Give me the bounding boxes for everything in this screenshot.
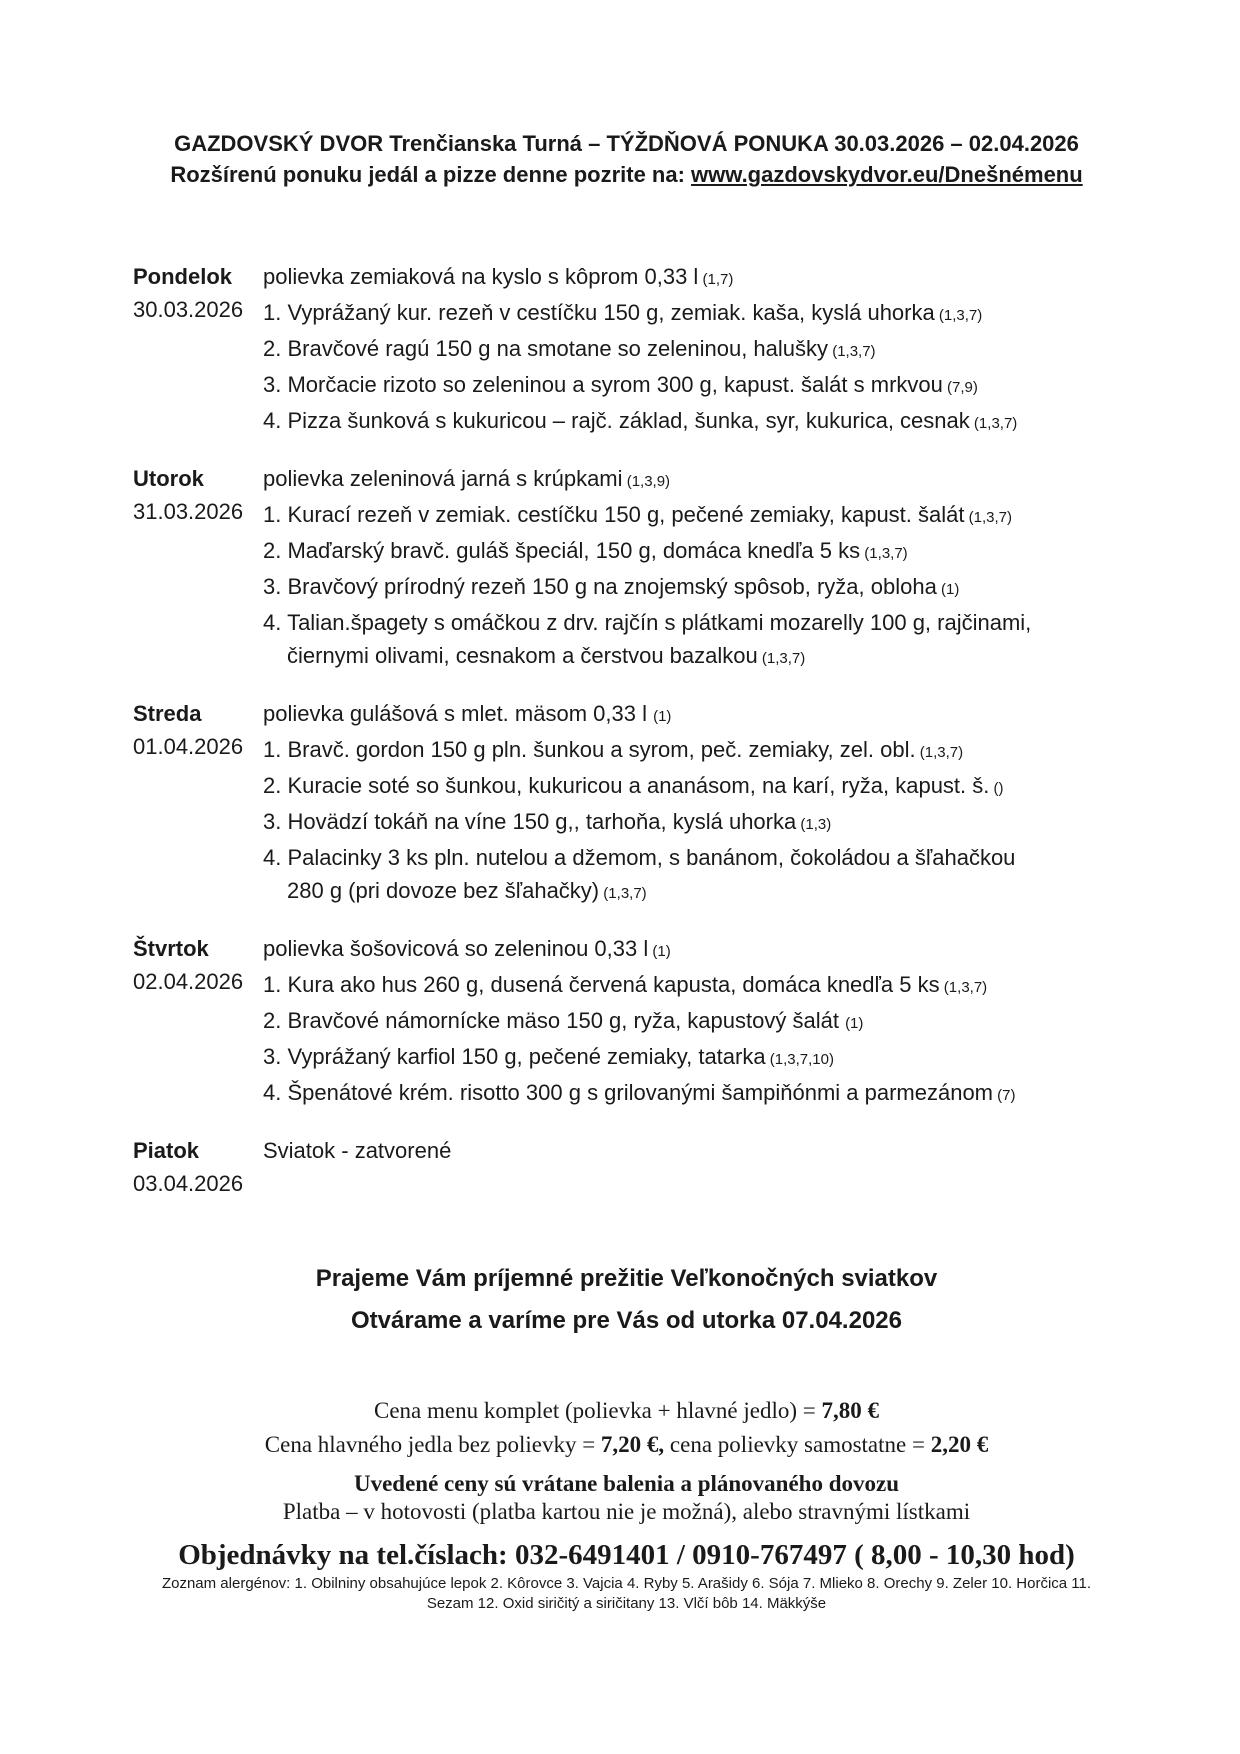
menu-item-text: 3. Hovädzí tokáň na víne 150 g,, tarhoňa, kyslá uhorka bbox=[263, 809, 797, 834]
allergen-codes: (1) bbox=[936, 581, 960, 598]
menu-item bbox=[263, 1004, 1120, 1040]
menu-item-text: 4. Pizza šunková s kukuricou – rajč. základ, šunka, syr, kukurica, cesnak bbox=[263, 408, 970, 433]
allergen-codes: (1) bbox=[653, 708, 672, 725]
menu-item-text: Sviatok - zatvorené bbox=[263, 1138, 452, 1163]
menu-item-text: 2. Maďarský bravč. guláš špeciál, 150 g, domáca knedľa 5 ks bbox=[263, 538, 861, 563]
day-column bbox=[133, 462, 263, 675]
allergen-codes: (1,3,7) bbox=[934, 307, 983, 324]
menu-item-text: polievka gulášová s mlet. mäsom 0,33 l bbox=[263, 701, 654, 726]
menu-item bbox=[263, 606, 1120, 639]
document-header bbox=[133, 128, 1120, 190]
menu-item bbox=[263, 260, 1120, 296]
allergen-codes: (1,3,7) bbox=[964, 509, 1013, 526]
easter-message bbox=[133, 1258, 1120, 1342]
menu-item bbox=[263, 534, 1120, 570]
menu-days bbox=[133, 260, 1120, 1200]
menu-item-text: čiernymi olivami, cesnakom a čerstvou bazalkou bbox=[287, 643, 758, 668]
menu-item bbox=[263, 570, 1120, 606]
menu-item bbox=[263, 404, 1120, 440]
menu-item bbox=[263, 733, 1120, 769]
menu-item-text: 3. Vyprážaný karfiol 150 g, pečené zemiaky, tatarka bbox=[263, 1044, 766, 1069]
menu-item-text: 2. Kuracie soté so šunkou, kukuricou a ananásom, na karí, ryža, kapust. š. bbox=[263, 773, 990, 798]
payment-note: Platba – v hotovosti (platba kartou nie je možná), alebo stravnými lístkami bbox=[282, 1499, 971, 1524]
price-value: 2,20 € bbox=[930, 1432, 989, 1457]
day-date: 31.03.2026 bbox=[133, 499, 244, 524]
menu-item bbox=[263, 697, 1120, 733]
menu-item-continuation bbox=[263, 639, 1120, 675]
allergen-codes: (1) bbox=[648, 943, 671, 960]
day-name: Piatok bbox=[133, 1138, 200, 1163]
day-date: 30.03.2026 bbox=[133, 297, 244, 322]
menu-day-section bbox=[133, 697, 1120, 910]
menu-day-section bbox=[133, 932, 1120, 1112]
menu-item bbox=[263, 368, 1120, 404]
menu-item-text: polievka zeleninová jarná s krúpkami bbox=[263, 466, 623, 491]
menu-item-text: 3. Morčacie rizoto so zeleninou a syrom 300 g, kapust. šalát s mrkvou bbox=[263, 372, 943, 397]
easter-line-1: Prajeme Vám príjemné prežitie Veľkonočných sviatkov bbox=[315, 1265, 938, 1292]
easter-line-2: Otvárame a varíme pre Vás od utorka 07.04.2026 bbox=[351, 1307, 902, 1334]
menu-item-text: 2. Bravčové ragú 150 g na smotane so zeleninou, halušky bbox=[263, 336, 829, 361]
menu-item bbox=[263, 332, 1120, 368]
price-label: cena polievky samostatne = bbox=[664, 1432, 931, 1457]
price-value: 7,20 €, bbox=[600, 1432, 665, 1457]
menu-item bbox=[263, 1040, 1120, 1076]
day-name: Pondelok bbox=[133, 264, 233, 289]
menu-day-section bbox=[133, 1134, 1120, 1200]
allergen-codes: (7) bbox=[993, 1087, 1016, 1104]
day-items-column bbox=[263, 932, 1120, 1112]
allergen-codes: (1,3,7) bbox=[860, 545, 908, 562]
menu-item-text: 3. Bravčový prírodný rezeň 150 g na znojemský spôsob, ryža, obloha bbox=[263, 574, 937, 599]
allergen-list-line: Zoznam alergénov: 1. Obilniny obsahujúce lepok 2. Kôrovce 3. Vajcia 4. Ryby 5. Arašidy 6. Sója 7. Mlieko 8. Orechy 9. Zeler 10. Horčica 11. bbox=[161, 1575, 1092, 1592]
orders-phone-line: Objednávky na tel.číslach: 032-6491401 / 0910-767497 ( 8,00 - 10,30 hod) bbox=[178, 1539, 1075, 1571]
pricing-block bbox=[133, 1394, 1120, 1526]
menu-item bbox=[263, 462, 1120, 498]
menu-item bbox=[263, 1076, 1120, 1112]
allergen-codes: (7,9) bbox=[942, 379, 978, 396]
header-subtitle bbox=[133, 159, 1120, 190]
allergen-codes: (1,7) bbox=[698, 271, 734, 288]
allergen-codes: (1,3,7) bbox=[969, 415, 1018, 432]
price-menu-complete bbox=[133, 1394, 1120, 1428]
menu-item-text: 4. Palacinky 3 ks pln. nutelou a džemom, s banánom, čokoládou a šľahačkou bbox=[263, 845, 1016, 870]
price-main-and-soup bbox=[133, 1428, 1120, 1462]
menu-item-text: 2. Bravčové námornícke mäso 150 g, ryža, kapustový šalát bbox=[263, 1008, 846, 1033]
menu-item bbox=[263, 498, 1120, 534]
allergen-codes: (1,3) bbox=[796, 816, 832, 833]
menu-day-section bbox=[133, 260, 1120, 440]
packaging-note: Uvedené ceny sú vrátane balenia a plánovaného dovozu bbox=[353, 1471, 899, 1496]
menu-item bbox=[263, 841, 1120, 874]
allergen-codes: (1,3,7) bbox=[915, 744, 964, 761]
allergen-codes: () bbox=[989, 780, 1004, 797]
website-link[interactable]: www.gazdovskydvor.eu/Dnešnémenu bbox=[691, 162, 1083, 187]
header-subtitle-text: Rozšírenú ponuku jedál a pizze denne pozrite na: bbox=[170, 162, 692, 187]
allergen-codes: (1) bbox=[845, 1015, 864, 1032]
menu-item bbox=[263, 932, 1120, 968]
header-title: GAZDOVSKÝ DVOR Trenčianska Turná – TÝŽDŇOVÁ PONUKA 30.03.2026 – 02.04.2026 bbox=[174, 131, 1079, 156]
day-name: Streda bbox=[133, 701, 202, 726]
menu-item bbox=[263, 769, 1120, 805]
menu-item bbox=[263, 296, 1120, 332]
day-items-column bbox=[263, 260, 1120, 440]
price-label: Cena hlavného jedla bez polievky = bbox=[264, 1432, 601, 1457]
allergen-codes: (1,3,7,10) bbox=[765, 1051, 834, 1068]
day-date: 02.04.2026 bbox=[133, 969, 244, 994]
allergen-list bbox=[133, 1574, 1120, 1614]
menu-item-text: 1. Vyprážaný kur. rezeň v cestíčku 150 g, zemiak. kaša, kyslá uhorka bbox=[263, 300, 935, 325]
day-date: 03.04.2026 bbox=[133, 1171, 244, 1196]
price-value: 7,80 € bbox=[821, 1398, 879, 1423]
allergen-codes: (1,3,7) bbox=[599, 885, 647, 902]
menu-item bbox=[263, 968, 1120, 1004]
menu-item-text: 280 g (pri dovoze bez šľahačky) bbox=[287, 878, 600, 903]
allergen-list-line: Sezam 12. Oxid siričitý a siričitany 13. Vlčí bôb 14. Mäkkýše bbox=[426, 1595, 827, 1612]
day-column bbox=[133, 697, 263, 910]
price-label: Cena menu komplet (polievka + hlavné jedlo) = bbox=[374, 1398, 822, 1423]
menu-item bbox=[263, 805, 1120, 841]
allergen-codes: (1,3,7) bbox=[828, 343, 876, 360]
day-column bbox=[133, 260, 263, 440]
menu-item-text: polievka šošovicová so zeleninou 0,33 l bbox=[263, 936, 649, 961]
day-date: 01.04.2026 bbox=[133, 734, 244, 759]
allergen-codes: (1,3,9) bbox=[622, 473, 671, 490]
menu-item-text: 4. Talian.špagety s omáčkou z drv. rajčín s plátkami mozarelly 100 g, rajčinami, bbox=[263, 610, 1032, 635]
day-column bbox=[133, 932, 263, 1112]
allergen-codes: (1,3,7) bbox=[939, 979, 988, 996]
day-column bbox=[133, 1134, 263, 1200]
day-name: Utorok bbox=[133, 466, 204, 491]
day-items-column bbox=[263, 1134, 1120, 1200]
menu-item-continuation bbox=[263, 874, 1120, 910]
day-items-column bbox=[263, 697, 1120, 910]
menu-day-section bbox=[133, 462, 1120, 675]
menu-item-text: 1. Kura ako hus 260 g, dusená červená kapusta, domáca knedľa 5 ks bbox=[263, 972, 940, 997]
menu-item-text: 1. Kurací rezeň v zemiak. cestíčku 150 g, pečené zemiaky, kapust. šalát bbox=[263, 502, 965, 527]
allergen-codes: (1,3,7) bbox=[757, 650, 806, 667]
menu-item-text: 1. Bravč. gordon 150 g pln. šunkou a syrom, peč. zemiaky, zel. obl. bbox=[263, 737, 916, 762]
day-name: Štvrtok bbox=[133, 936, 209, 961]
menu-item bbox=[263, 1134, 1120, 1167]
day-items-column bbox=[263, 462, 1120, 675]
menu-item-text: polievka zemiaková na kyslo s kôprom 0,33 l bbox=[263, 264, 699, 289]
menu-item-text: 4. Špenátové krém. risotto 300 g s grilovanými šampiňónmi a parmezánom bbox=[263, 1080, 994, 1105]
